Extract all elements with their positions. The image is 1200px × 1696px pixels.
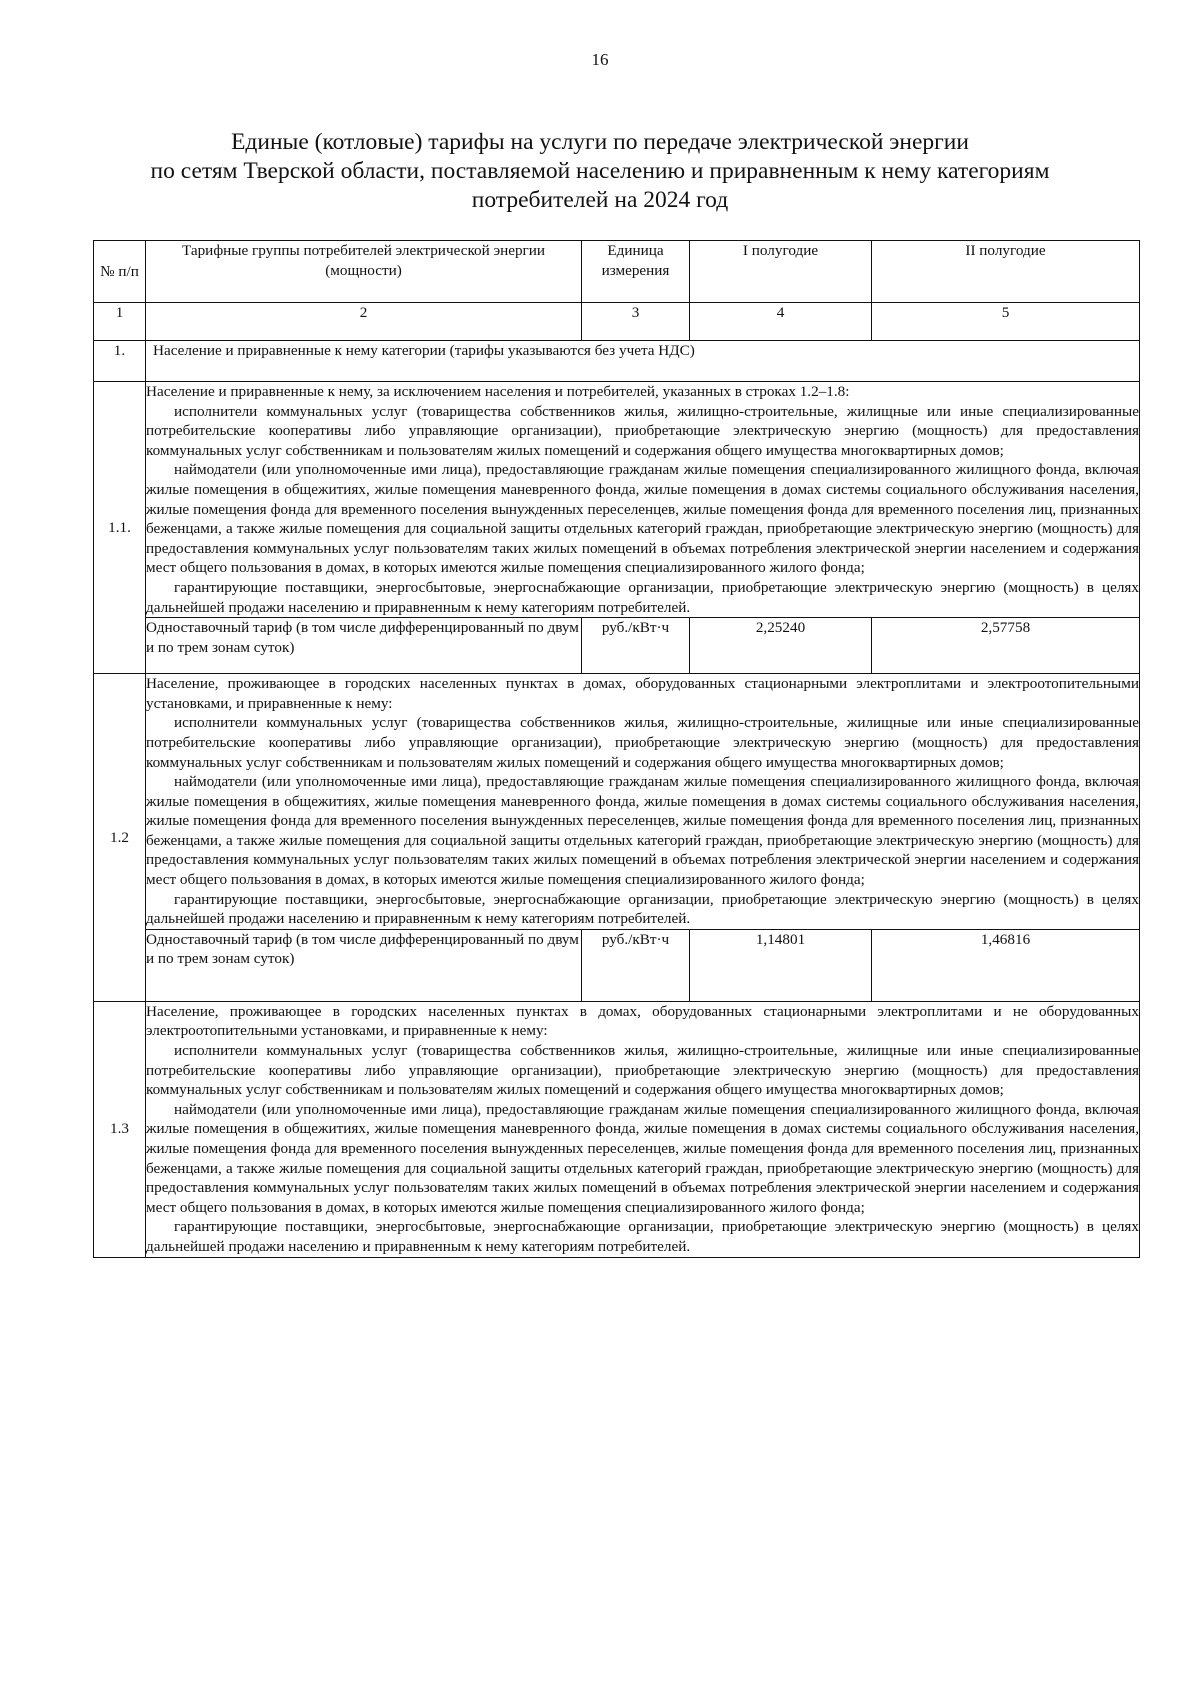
title-line-2: по сетям Тверской области, поставляемой населению и приравненным к нему категориям bbox=[150, 158, 1050, 184]
desc-paragraph: гарантирующие поставщики, энергосбытовые, энергоснабжающие организации, приобретающие электрическую энергию (мощность) в целях дальнейшей продажи населению и приравненным к нему категориям потребителей. bbox=[146, 578, 1139, 616]
rate-unit: руб./кВт·ч bbox=[582, 929, 690, 1001]
row-num: 1.1. bbox=[94, 382, 146, 674]
column-number-row bbox=[94, 303, 1140, 341]
row-description bbox=[146, 1001, 1140, 1257]
desc-paragraph: Население, проживающее в городских населенных пунктах в домах, оборудованных стационарными электроплитами и электроотопительными установками, и приравненные к нему: bbox=[146, 675, 1139, 712]
header-unit: Единица измерения bbox=[582, 241, 690, 303]
table-row bbox=[94, 674, 1140, 930]
section-row bbox=[94, 341, 1140, 382]
page-number: 16 bbox=[591, 50, 609, 69]
rate-row bbox=[94, 929, 1140, 1001]
tariff-table bbox=[93, 240, 1140, 1258]
rate-label: Одноставочный тариф (в том числе дифференцированный по двум и по трем зонам суток) bbox=[146, 618, 582, 674]
header-group: Тарифные группы потребителей электрической энергии (мощности) bbox=[146, 241, 582, 303]
desc-paragraph: наймодатели (или уполномоченные ими лица), предоставляющие гражданам жилые помещения специализированного жилищного фонда, включая жилые помещения в общежитиях, жилые помещения маневренного фонда, жилые помещения в домах системы социального обслуживания населения, жилые помещения фонда для временного поселения вынужденных переселенцев, жилые помещения фонда для временного поселения лиц, признанных беженцами, а также жилые помещения для социальной защиты отдельных категорий граждан, приобретающие электрическую энергию (мощность) для предоставления коммунальных услуг пользователям таких жилых помещений в объемах потребления электрической энергии населением и содержания мест общего пользования в домах, в которых имеются жилые помещения специализированного жилого фонда; bbox=[146, 461, 1139, 577]
rate-h1: 1,14801 bbox=[690, 929, 872, 1001]
desc-paragraph: гарантирующие поставщики, энергосбытовые, энергоснабжающие организации, приобретающие электрическую энергию (мощность) в целях дальнейшей продажи населению и приравненным к нему категориям потребителей. bbox=[146, 1218, 1139, 1255]
desc-paragraph: исполнители коммунальных услуг (товарищества собственников жилья, жилищно-строительные, жилищные или иные специализированные потребительские кооперативы либо управляющие организации), приобретающие электрическую энергию (мощность) для предоставления коммунальных услуг собственникам и пользователям жилых помещений и содержания общего имущества многоквартирных домов; bbox=[146, 714, 1139, 771]
header-h1: I полугодие bbox=[690, 241, 872, 303]
rate-h2: 1,46816 bbox=[872, 929, 1140, 1001]
header-num: № п/п bbox=[94, 241, 146, 303]
row-num: 1.2 bbox=[94, 674, 146, 1002]
document-title bbox=[150, 128, 1050, 215]
section-text: Население и приравненные к нему категории (тарифы указываются без учета НДС) bbox=[146, 341, 1140, 382]
desc-paragraph: исполнители коммунальных услуг (товарищества собственников жилья, жилищно-строительные, жилищные или иные специализированные потребительские кооперативы либо управляющие организации), приобретающие электрическую энергию (мощность) для предоставления коммунальных услуг собственникам и пользователям жилых помещений и содержания общего имущества многоквартирных домов; bbox=[146, 402, 1139, 459]
table-row bbox=[94, 1001, 1140, 1257]
rate-unit: руб./кВт·ч bbox=[582, 618, 690, 674]
col-number: 4 bbox=[690, 303, 872, 341]
desc-paragraph: Население, проживающее в городских населенных пунктах в домах, оборудованных стационарными электроплитами и не оборудованных электроотопительными установками, и приравненные к нему: bbox=[146, 1002, 1139, 1040]
desc-paragraph: наймодатели (или уполномоченные ими лица), предоставляющие гражданам жилые помещения специализированного жилищного фонда, включая жилые помещения в общежитиях, жилые помещения маневренного фонда, жилые помещения в домах системы социального обслуживания населения, жилые помещения фонда для временного поселения вынужденных переселенцев, жилые помещения фонда для временного поселения лиц, признанных беженцами, а также жилые помещения для социальной защиты отдельных категорий граждан, приобретающие электрическую энергию (мощность) для предоставления коммунальных услуг пользователям таких жилых помещений в объемах потребления электрической энергии населением и содержания мест общего пользования в домах, в которых имеются жилые помещения специализированного жилого фонда; bbox=[146, 773, 1139, 889]
row-description bbox=[146, 382, 1140, 618]
rate-h2: 2,57758 bbox=[872, 618, 1140, 674]
col-number: 2 bbox=[146, 303, 582, 341]
rate-row bbox=[94, 618, 1140, 674]
table-header-row bbox=[94, 241, 1140, 303]
table-row bbox=[94, 382, 1140, 618]
title-line-1: Единые (котловые) тарифы на услуги по передаче электрической энергии bbox=[231, 129, 969, 155]
title-line-3: потребителей на 2024 год bbox=[471, 187, 729, 213]
col-number: 1 bbox=[94, 303, 146, 341]
desc-paragraph: исполнители коммунальных услуг (товарищества собственников жилья, жилищно-строительные, жилищные или иные специализированные потребительские кооперативы либо управляющие организации), приобретающие электрическую энергию (мощность) для предоставления коммунальных услуг собственникам и пользователям жилых помещений и содержания общего имущества многоквартирных домов; bbox=[146, 1042, 1139, 1099]
col-number: 5 bbox=[872, 303, 1140, 341]
section-num: 1. bbox=[94, 341, 146, 382]
header-h2: II полугодие bbox=[872, 241, 1140, 303]
col-number: 3 bbox=[582, 303, 690, 341]
rate-label: Одноставочный тариф (в том числе дифференцированный по двум и по трем зонам суток) bbox=[146, 929, 582, 1001]
rate-h1: 2,25240 bbox=[690, 618, 872, 674]
desc-paragraph: Население и приравненные к нему, за исключением населения и потребителей, указанных в строках 1.2–1.8: bbox=[146, 383, 850, 400]
desc-paragraph: наймодатели (или уполномоченные ими лица), предоставляющие гражданам жилые помещения специализированного жилищного фонда, включая жилые помещения в общежитиях, жилые помещения маневренного фонда, жилые помещения в домах системы социального обслуживания населения, жилые помещения фонда для временного поселения вынужденных переселенцев, жилые помещения фонда для временного поселения лиц, признанных беженцами, а также жилые помещения для социальной защиты отдельных категорий граждан, приобретающие электрическую энергию (мощность) для предоставления коммунальных услуг пользователям таких жилых помещений в объемах потребления электрической энергии населением и содержания мест общего пользования в домах, в которых имеются жилые помещения специализированного жилого фонда; bbox=[146, 1100, 1139, 1216]
row-num: 1.3 bbox=[94, 1001, 146, 1257]
row-description bbox=[146, 674, 1140, 930]
desc-paragraph: гарантирующие поставщики, энергосбытовые, энергоснабжающие организации, приобретающие электрическую энергию (мощность) в целях дальнейшей продажи населению и приравненным к нему категориям потребителей. bbox=[146, 890, 1139, 928]
